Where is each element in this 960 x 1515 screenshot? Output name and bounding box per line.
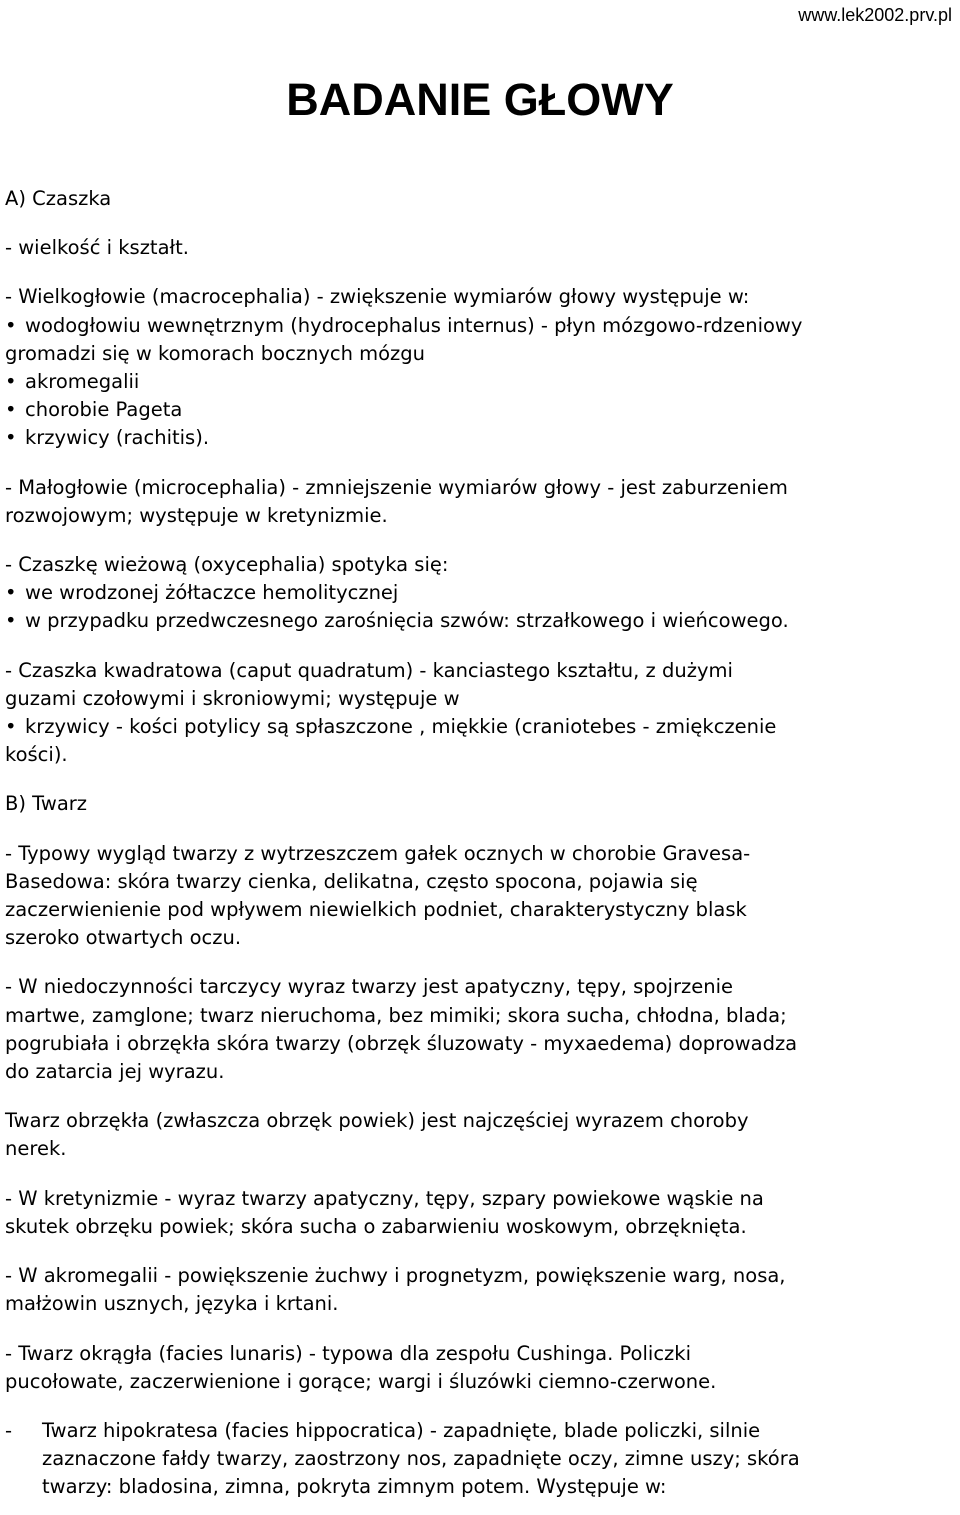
bullet-icon: •: [5, 426, 17, 450]
text-line: Twarz obrzękła (zwłaszcza obrzęk powiek) jest najczęściej wyrazem choroby: [5, 1109, 749, 1133]
list-item: [5, 312, 957, 340]
paragraph: [5, 1340, 957, 1396]
text-line: - Czaszka kwadratowa (caput quadratum) - kanciastego kształtu, z dużymi: [5, 658, 733, 682]
text-line: - W niedoczynności tarczycy wyraz twarzy jest apatyczny, tępy, spojrzenie: [5, 975, 734, 999]
size-shape-line: - wielkość i kształt.: [5, 236, 189, 260]
text-line: nerek.: [5, 1137, 67, 1161]
list-item-text: akromegalii: [25, 370, 140, 394]
macrocephaly-intro: - Wielkogłowie (macrocephalia) - zwiększenie wymiarów głowy występuje w:: [5, 285, 750, 309]
document-body: [5, 185, 957, 1502]
macrocephaly-block: [5, 283, 957, 452]
text-line: do zatarcia jej wyrazu.: [5, 1060, 225, 1084]
list-item-continuation: gromadzi się w komorach bocznych mózgu: [5, 341, 426, 365]
text-line: małżowin usznych, języka i krtani.: [5, 1292, 339, 1316]
bullet-icon: •: [5, 398, 17, 422]
text-line: rozwojowym; występuje w kretynizmie.: [5, 503, 388, 527]
text-line: guzami czołowymi i skroniowymi; występuje w: [5, 686, 460, 710]
list-item-text: krzywicy (rachitis).: [25, 426, 210, 450]
list-item-text: we wrodzonej żółtaczce hemolitycznej: [25, 581, 399, 605]
bullet-icon: •: [5, 581, 17, 605]
list-item: [5, 579, 957, 607]
paragraph: [5, 973, 957, 1086]
text-line: twarzy: bladosina, zimna, pokryta zimnym potem. Występuje w:: [42, 1475, 667, 1499]
text-line: zaznaczone fałdy twarzy, zaostrzony nos, zapadnięte oczy, zimne uszy; skóra: [42, 1447, 800, 1471]
bullet-icon: •: [5, 370, 17, 394]
square-skull-block: [5, 657, 957, 770]
list-item-text: wodogłowiu wewnętrznym (hydrocephalus internus) - płyn mózgowo-rdzeniowy: [25, 313, 803, 337]
list-item-continuation: kości).: [5, 743, 68, 767]
text-line: - Twarz okrągła (facies lunaris) - typowa dla zespołu Cushinga. Policzki: [5, 1341, 691, 1365]
page-title: BADANIE GŁOWY: [286, 74, 674, 125]
text-line: pogrubiała i obrzękła skóra twarzy (obrzęk śluzowaty - myxaedema) doprowadza: [5, 1031, 798, 1055]
text-line: Twarz hipokratesa (facies hippocratica) - zapadnięte, blade policzki, silnie: [42, 1418, 761, 1442]
text-line: - Małogłowie (microcephalia) - zmniejszenie wymiarów głowy - jest zaburzeniem: [5, 475, 788, 499]
paragraph: [5, 1262, 957, 1318]
dash-marker: -: [5, 1418, 13, 1442]
text-line: - Typowy wygląd twarzy z wytrzeszczem gałek ocznych w chorobie Gravesa-: [5, 841, 751, 865]
text-line: - W kretynizmie - wyraz twarzy apatyczny, tępy, szpary powiekowe wąskie na: [5, 1186, 764, 1210]
list-item: [5, 368, 957, 396]
list-item-text: krzywicy - kości potylicy są spłaszczone , miękkie (craniotebes - zmiękczenie: [25, 715, 777, 739]
list-item: [5, 396, 957, 424]
text-line: Basedowa: skóra twarzy cienka, delikatna, często spocona, pojawia się: [5, 869, 698, 893]
text-line: martwe, zamglone; twarz nieruchoma, bez mimiki; skora sucha, chłodna, blada;: [5, 1003, 787, 1027]
microcephaly-block: [5, 474, 957, 530]
list-item: [5, 713, 957, 741]
header-url: www.lek2002.prv.pl: [798, 5, 952, 25]
text-line: skutek obrzęku powiek; skóra sucha o zabarwieniu woskowym, obrzęknięta.: [5, 1214, 747, 1238]
text-line: szeroko otwartych oczu.: [5, 926, 242, 950]
text-line: zaczerwienienie pod wpływem niewielkich podniet, charakterystyczny blask: [5, 898, 747, 922]
text-line: pucołowate, zaczerwienione i gorące; wargi i śluzówki ciemno-czerwone.: [5, 1369, 717, 1393]
hippocratic-face-item: [5, 1417, 957, 1502]
paragraph: [5, 1107, 957, 1163]
bullet-icon: •: [5, 715, 17, 739]
paragraph: [5, 1185, 957, 1241]
oxycephaly-intro: - Czaszkę wieżową (oxycephalia) spotyka się:: [5, 553, 449, 577]
text-line: - W akromegalii - powiększenie żuchwy i prognetyzm, powiększenie warg, nosa,: [5, 1264, 786, 1288]
section-b-heading: B) Twarz: [5, 792, 88, 816]
list-item-text: chorobie Pageta: [25, 398, 183, 422]
oxycephaly-block: [5, 551, 957, 636]
list-item: [5, 424, 957, 452]
section-a-heading: A) Czaszka: [5, 187, 112, 210]
paragraph: [5, 840, 957, 953]
list-item: [5, 607, 957, 635]
list-item-text: w przypadku przedwczesnego zarośnięcia szwów: strzałkowego i wieńcowego.: [25, 609, 789, 633]
bullet-icon: •: [5, 313, 17, 337]
bullet-icon: •: [5, 609, 17, 633]
